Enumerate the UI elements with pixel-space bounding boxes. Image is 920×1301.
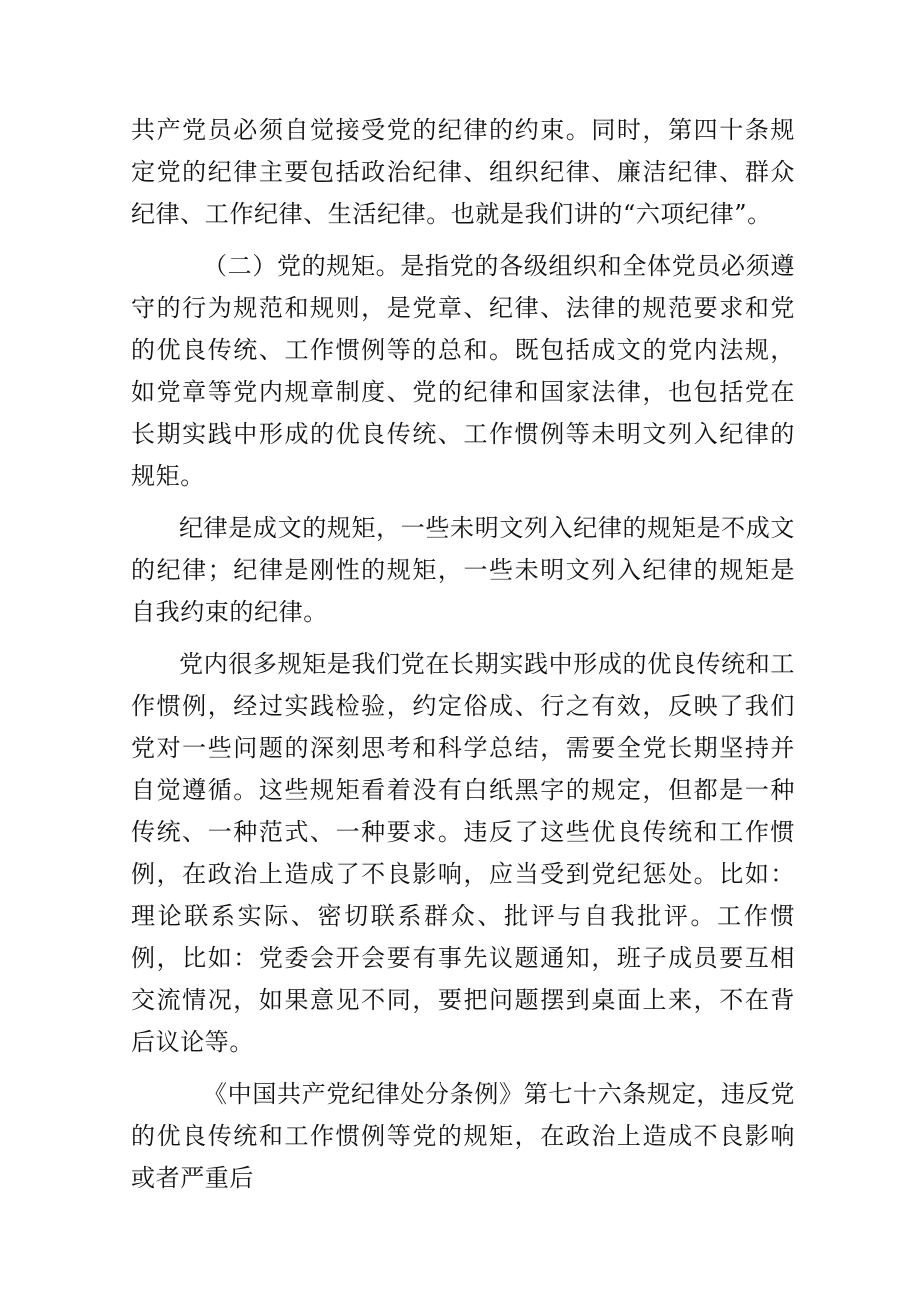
paragraph-traditions: 党内很多规矩是我们党在长期实践中形成的优良传统和工作惯例，经过实践检验，约定俗成、行之有效，反映了我们党对一些问题的深刻思考和科学总结，需要全党长期坚持并自觉遵循。这些规矩看着没有白纸黑字的规定，但都是一种传统、一种范式、一种要求。违反了这些优良传统和工作惯例，在政治上造成了不良影响，应当受到党纪惩处。比如：理论联系实际、密切联系群众、批评与自我批评。工作惯例，比如：党委会开会要有事先议题通知，班子成员要互相交流情况，如果意见不同，要把问题摆到桌面上来，不在背后议论等。 xyxy=(131,650,795,1056)
paragraph-party-rules: （二）党的规矩。是指党的各级组织和全体党员必须遵守的行为规范和规则，是党章、纪律、法律的规范要求和党的优良传统、工作惯例等的总和。既包括成文的党内法规，如党章等党内规章制度、党的纪律和国家法律，也包括党在长期实践中形成的优良传统、工作惯例等未明文列入纪律的规矩。 xyxy=(131,252,795,490)
paragraph-discipline-vs-rules: 纪律是成文的规矩，一些未明文列入纪律的规矩是不成文的纪律；纪律是刚性的规矩，一些未明文列入纪律的规矩是自我约束的纪律。 xyxy=(131,514,795,626)
paragraph-regulation-article: 《中国共产党纪律处分条例》第七十六条规定，违反党的优良传统和工作惯例等党的规矩，在政治上造成不良影响或者严重后 xyxy=(131,1080,795,1192)
document-body xyxy=(131,109,795,1199)
paragraph-continuation: 共产党员必须自觉接受党的纪律的约束。同时，第四十条规定党的纪律主要包括政治纪律、组织纪律、廉洁纪律、群众纪律、工作纪律、生活纪律。也就是我们讲的“六项纪律”。 xyxy=(131,116,795,228)
